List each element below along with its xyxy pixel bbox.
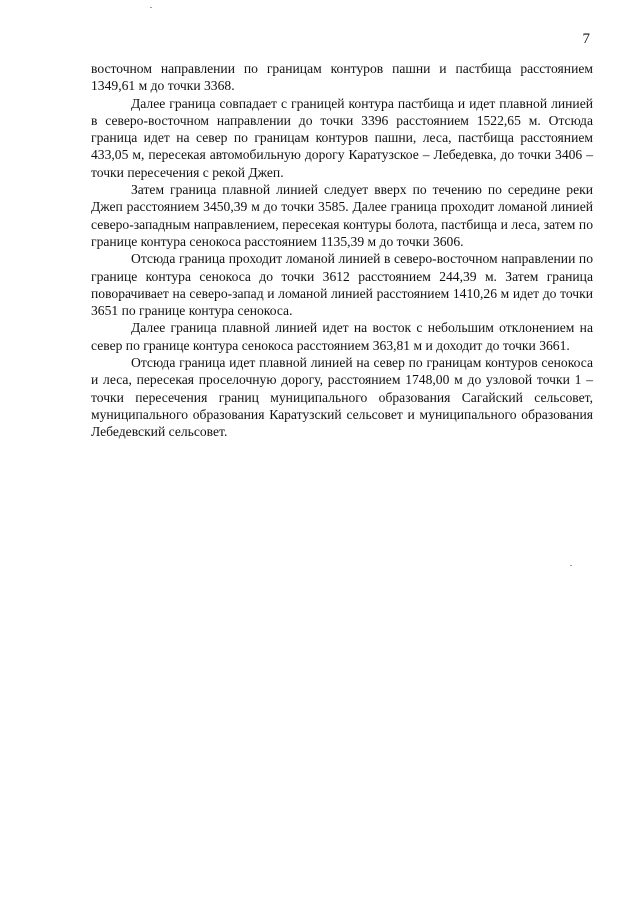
paragraph: Затем граница плавной линией следует вверх по течению по середине реки Джеп расстоянием 3450,39 м до точки 3585. Далее граница проходит ломаной линией северо-западным направлением, пересекая контуры болота, пастбища и леса, затем по границе контура сенокоса расстоянием 1135,39 м до точки 3606. bbox=[91, 182, 593, 249]
paragraph: Далее граница совпадает с границей контура пастбища и идет плавной линией в северо-восточном направлении до точки 3396 расстоянием 1522,65 м. Отсюда граница идет на север по границам контуров пашни, леса, пастбища расстоянием 433,05 м, пересекая автомобильную дорогу Каратузское – Лебедевка, до точки 3406 – точки пересечения с рекой Джеп. bbox=[91, 95, 593, 180]
page-number: 7 bbox=[582, 31, 590, 47]
scan-speck bbox=[150, 7, 152, 8]
paragraph: Отсюда граница идет плавной линией на север по границам контуров сенокоса и леса, пересекая проселочную дорогу, расстоянием 1748,00 м до узловой точки 1 – точки пересечения границ муниципального образования Сагайский сельсовет, муниципального образования Каратузский сельсовет и муниципального образования Лебедевский сельсовет. bbox=[91, 355, 593, 440]
paragraph-continuation: восточном направлении по границам контуров пашни и пастбища расстоянием 1349,61 м до точки 3368. bbox=[91, 61, 593, 94]
paragraph: Далее граница плавной линией идет на восток с небольшим отклонением на север по границе контура сенокоса расстоянием 363,81 м и доходит до точки 3661. bbox=[91, 320, 593, 353]
body-text bbox=[91, 60, 593, 441]
paragraph: Отсюда граница проходит ломаной линией в северо-восточном направлении по границе контура сенокоса до точки 3612 расстоянием 244,39 м. Затем граница поворачивает на северо-запад и ломаной линией расстоянием 1410,26 м идет до точки 3651 по границе контура сенокоса. bbox=[91, 251, 593, 319]
scan-speck bbox=[570, 565, 572, 566]
